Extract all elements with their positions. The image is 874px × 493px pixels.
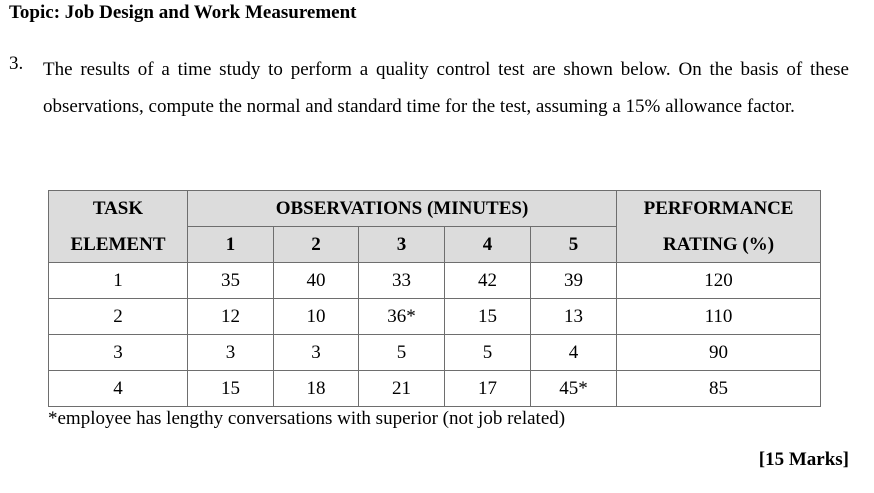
element-cell: 1 [49,263,188,299]
obs-cell: 15 [188,371,274,407]
element-cell: 2 [49,299,188,335]
obs-cell: 3 [188,335,274,371]
obs-cell: 36* [359,299,445,335]
obs-cell: 45* [531,371,617,407]
obs-cell: 35 [188,263,274,299]
rating-cell: 90 [617,335,821,371]
header-observations: OBSERVATIONS (MINUTES) [188,191,617,227]
obs-cell: 21 [359,371,445,407]
header-rating: RATING (%) [617,227,821,263]
question-number: 3. [9,53,24,74]
rating-cell: 85 [617,371,821,407]
header-obs-col: 3 [359,227,445,263]
obs-cell: 10 [274,299,359,335]
obs-cell: 33 [359,263,445,299]
table-row [49,335,821,371]
header-obs-col: 4 [445,227,531,263]
header-obs-col: 5 [531,227,617,263]
table-row [49,299,821,335]
obs-cell: 15 [445,299,531,335]
obs-cell: 17 [445,371,531,407]
table-row [49,263,821,299]
obs-cell: 12 [188,299,274,335]
obs-cell: 13 [531,299,617,335]
element-cell: 3 [49,335,188,371]
obs-cell: 42 [445,263,531,299]
rating-cell: 120 [617,263,821,299]
header-obs-col: 1 [188,227,274,263]
obs-cell: 5 [359,335,445,371]
table-row [49,371,821,407]
obs-cell: 5 [445,335,531,371]
element-cell: 4 [49,371,188,407]
obs-cell: 39 [531,263,617,299]
question-text: The results of a time study to perform a quality control test are shown below. On the basis of these observations, compute the normal and standard time for the test, assuming a 15% allowance factor. [43,59,849,117]
header-element: ELEMENT [49,227,188,263]
obs-cell: 3 [274,335,359,371]
header-performance: PERFORMANCE [617,191,821,227]
table-footnote: *employee has lengthy conversations with superior (not job related) [48,408,566,429]
time-study-table [48,190,821,407]
topic-heading: Topic: Job Design and Work Measurement [9,2,357,23]
obs-cell: 4 [531,335,617,371]
rating-cell: 110 [617,299,821,335]
header-task: TASK [49,191,188,227]
obs-cell: 40 [274,263,359,299]
marks-label: [15 Marks] [758,449,849,470]
obs-cell: 18 [274,371,359,407]
header-obs-col: 2 [274,227,359,263]
